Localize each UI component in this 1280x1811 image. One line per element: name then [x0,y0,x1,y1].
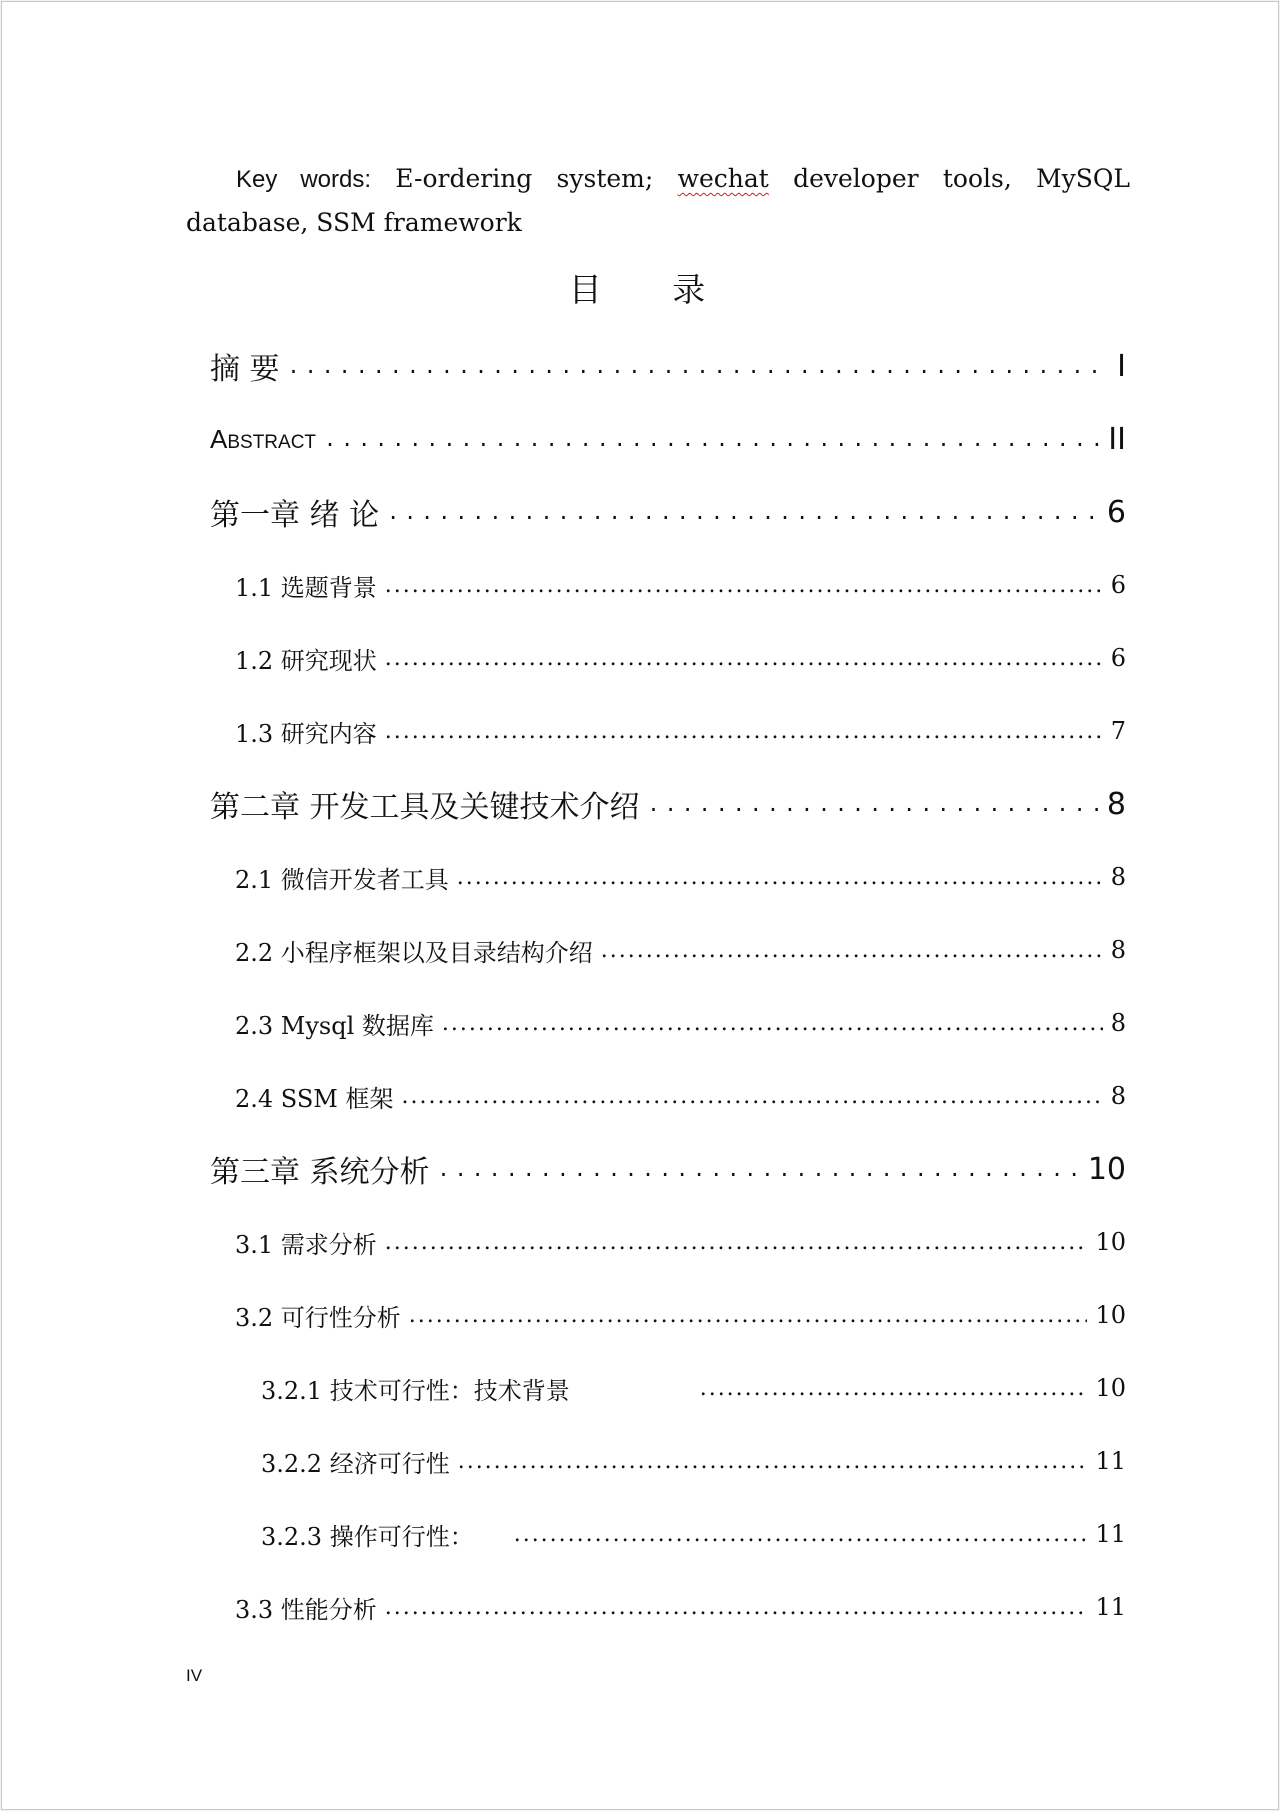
toc-entry-text [210,424,316,455]
toc-leader-dots [442,1011,1103,1036]
toc-entry-text: 3.3 性能分析 [235,1595,377,1624]
toc-entry-3-2[interactable] [235,1290,1126,1340]
keywords-text-part1: E-ordering system; [371,164,678,193]
toc-entry-text: 2.2 小程序框架以及目录结构介绍 [235,938,593,967]
toc-entry-text-small-caps: BSTRACT [227,431,317,453]
toc-entry-text: 3.2.1 技术可行性：技术背景 [261,1376,570,1405]
footer-page-number: IV [186,1666,203,1685]
toc-page-number: 11 [1095,1520,1126,1548]
toc-entry-3-1[interactable] [235,1217,1126,1267]
toc-entry-2-1[interactable] [235,852,1126,902]
toc-page-number: 11 [1095,1593,1126,1621]
toc-leader-dots [385,719,1103,744]
toc-page-number: 8 [1110,863,1126,891]
toc-entry-text: 2.4 SSM 框架 [235,1084,394,1113]
toc-leader-dots [324,427,1100,451]
toc-entry-chapter-2[interactable] [210,779,1126,829]
toc-entry-2-2[interactable] [235,925,1126,975]
toc-leader-dots [438,1157,1080,1181]
toc-entry-text-first-letter: A [210,423,228,454]
toc-entry-text: 3.2.3 操作可行性： [261,1522,474,1551]
toc-page-number: 6 [1110,644,1126,672]
toc-entry-text: 2.1 微信开发者工具 [235,865,449,894]
toc-page-number: I [1117,348,1126,384]
keywords-paragraph [186,157,1130,244]
keywords-text-part2: developer tools, MySQL database, SSM framework [186,164,1130,237]
toc-page-number: 10 [1095,1301,1126,1329]
toc-page-number: 10 [1095,1228,1126,1256]
toc-page-number: 8 [1110,1082,1126,1110]
toc-entry-3-3[interactable] [235,1582,1126,1632]
toc-leader-dots [457,865,1103,890]
toc-leader-dots [700,1376,1088,1401]
toc-leader-dots [385,1595,1088,1620]
toc-entry-text: 第三章 系统分析 [210,1155,430,1190]
toc-entry-1-2[interactable] [235,633,1126,683]
toc-leader-dots [288,354,1110,378]
toc-leader-dots [409,1303,1088,1328]
toc-entry-3-2-2[interactable] [261,1436,1126,1486]
toc-page-number: 8 [1110,1009,1126,1037]
toc-entry-2-3[interactable] [235,998,1126,1048]
toc-entry-abstract-cn[interactable] [210,341,1126,391]
toc-entry-text: 3.2.2 经济可行性 [261,1449,450,1478]
toc-entry-1-1[interactable] [235,560,1126,610]
toc-entry-text: 3.1 需求分析 [235,1230,377,1259]
toc-entry-text: 第一章 绪 论 [210,498,380,533]
toc-leader-dots [458,1449,1088,1474]
toc-leader-dots [385,1230,1088,1255]
toc-entry-abstract-en[interactable] [210,414,1126,464]
toc-leader-dots [385,646,1103,671]
toc-title: 目 录 [568,270,736,309]
toc-page-number: 7 [1110,717,1126,745]
toc-page-number: 8 [1110,936,1126,964]
toc-entry-text: 摘 要 [210,352,280,387]
toc-page-number: 8 [1106,786,1126,822]
toc-leader-dots [648,792,1099,816]
toc-entry-3-2-3[interactable] [261,1509,1126,1559]
toc-leader-dots [514,1522,1088,1547]
toc-entry-text: 1.1 选题背景 [235,573,377,602]
document-page [1,1,1279,1810]
toc-entry-1-3[interactable] [235,706,1126,756]
toc-entry-text: 3.2 可行性分析 [235,1303,401,1332]
toc-leader-dots [601,938,1103,963]
toc-entry-chapter-3[interactable] [210,1144,1126,1194]
toc-entry-text: 第二章 开发工具及关键技术介绍 [210,790,640,825]
toc-entry-2-4[interactable] [235,1071,1126,1121]
toc-page-number: 11 [1095,1447,1126,1475]
toc-page-number: 10 [1095,1374,1126,1402]
keywords-label: Key words: [236,166,372,193]
spellcheck-flagged-word: wechat [677,164,769,193]
toc-leader-dots [387,500,1099,524]
toc-entry-chapter-1[interactable] [210,487,1126,537]
toc-leader-dots [401,1084,1102,1109]
toc-page-number: II [1108,421,1126,457]
toc-entry-text: 1.3 研究内容 [235,719,377,748]
toc-entry-text: 2.3 Mysql 数据库 [235,1011,434,1040]
toc-leader-dots [385,573,1103,598]
toc-entry-text: 1.2 研究现状 [235,646,377,675]
toc-entry-3-2-1[interactable] [261,1363,1126,1413]
toc-page-number: 6 [1110,571,1126,599]
toc-page-number: 6 [1106,494,1126,530]
toc-page-number: 10 [1087,1151,1126,1187]
